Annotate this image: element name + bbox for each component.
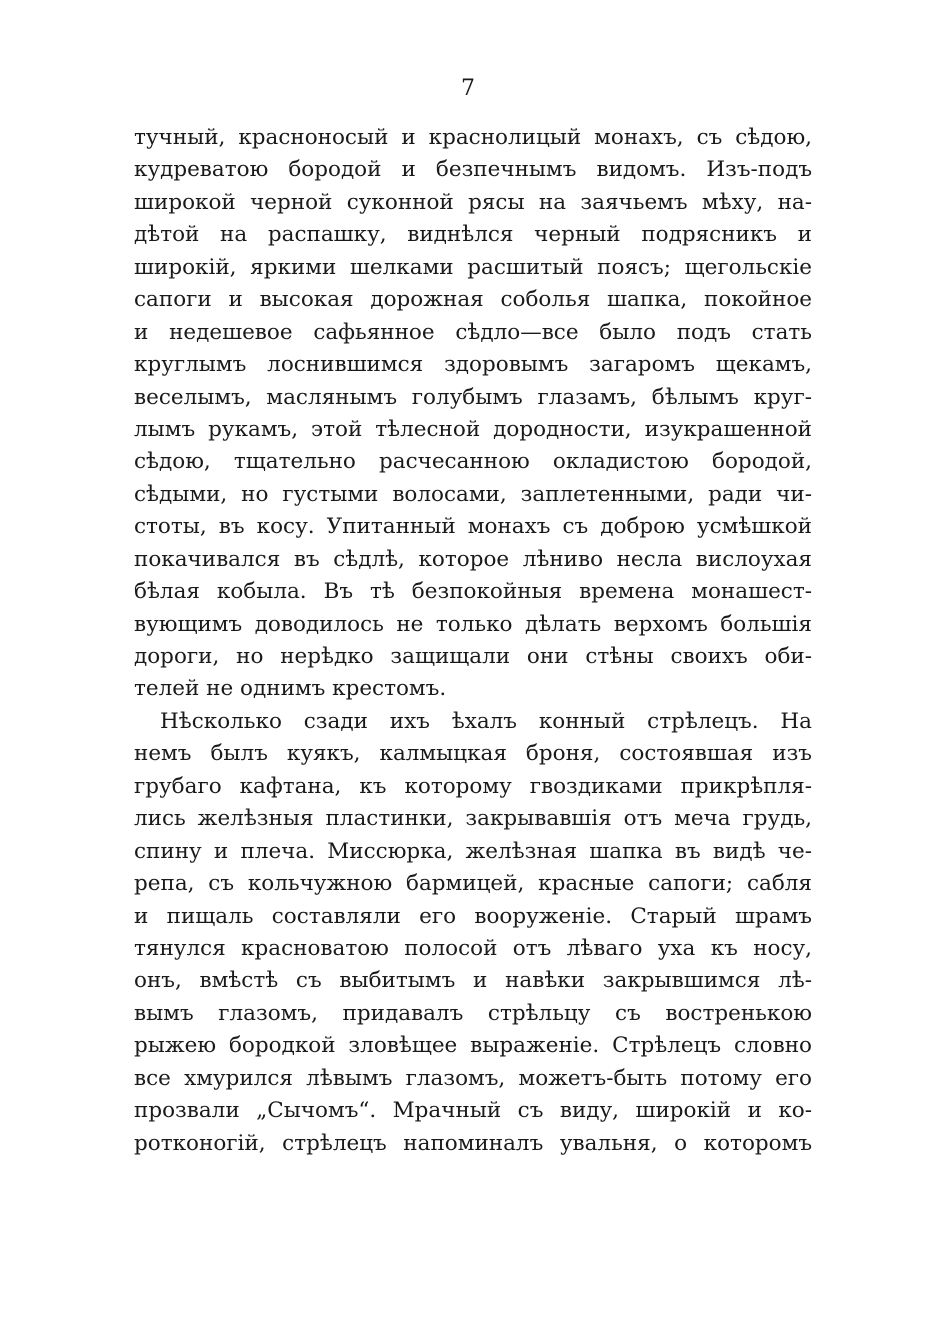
text-line: тучный, красноносый и краснолицый монахъ, съ сѣдою, xyxy=(134,125,812,150)
text-line: и пищаль составляли его вооруженіе. Старый шрамъ xyxy=(134,903,812,929)
text-line: телей не однимъ крестомъ. xyxy=(134,676,447,702)
text-line: немъ былъ куякъ, калмыцкая броня, состоявшая изъ xyxy=(134,741,812,767)
text-line: спину и плеча. Миссюрка, желѣзная шапка въ видѣ че- xyxy=(134,838,812,864)
text-line: вующимъ доводилось не только дѣлать верхомъ большія xyxy=(134,611,812,637)
text-line: покачивался въ сѣдлѣ, которое лѣниво несла вислоухая xyxy=(134,546,812,572)
paragraph-monk xyxy=(134,122,812,706)
text-line: и недешевое сафьянное сѣдло—все было подъ стать xyxy=(134,319,812,345)
text-line: бѣлая кобыла. Въ тѣ безпокойныя времена монашест- xyxy=(134,579,812,605)
text-line: рыжею бородкой зловѣщее выраженіе. Стрѣлецъ словно xyxy=(134,1033,812,1059)
text-line: прозвали „Сычомъ“. Мрачный съ виду, широкій и ко- xyxy=(134,1098,812,1124)
text-line: грубаго кафтана, къ которому гвоздиками прикрѣпля- xyxy=(134,773,812,799)
text-line: лись желѣзныя пластинки, закрывавшія отъ меча грудь, xyxy=(134,806,812,832)
text-line: веселымъ, маслянымъ голубымъ глазамъ, бѣлымъ круг- xyxy=(134,384,812,410)
text-line: широкой черной суконной рясы на заячьемъ мѣху, на- xyxy=(134,189,812,215)
body-text xyxy=(134,122,812,1160)
text-line: круглымъ лоснившимся здоровымъ загаромъ щекамъ, xyxy=(134,352,812,378)
page-number: 7 xyxy=(461,76,475,101)
text-line: тянулся красноватою полосой отъ лѣваго уха къ носу, xyxy=(134,935,812,961)
text-line: дѣтой на распашку, виднѣлся черный подрясникъ и xyxy=(134,222,812,248)
paragraph-streltsy xyxy=(134,706,812,1160)
text-line: кудреватою бородой и безпечнымъ видомъ. Изъ-подъ xyxy=(134,157,812,183)
text-line: дороги, но нерѣдко защищали они стѣны своихъ оби- xyxy=(134,644,812,669)
text-line: репа, съ кольчужною бармицей, красные сапоги; сабля xyxy=(134,871,812,897)
text-line: сапоги и высокая дорожная соболья шапка, покойное xyxy=(134,287,812,313)
text-line: вымъ глазомъ, придавалъ стрѣльцу съ востренькою xyxy=(134,1000,812,1026)
text-line: ротконогій, стрѣлецъ напоминалъ увальня, о которомъ xyxy=(134,1130,812,1156)
text-line: широкій, яркими шелками расшитый поясъ; щегольскіе xyxy=(134,254,812,280)
text-line: Нѣсколько сзади ихъ ѣхалъ конный стрѣлецъ. На xyxy=(160,708,812,734)
text-line: сѣдою, тщательно расчесанною окладистою бородой, xyxy=(134,449,812,475)
text-line: онъ, вмѣстѣ съ выбитымъ и навѣки закрывшимся лѣ- xyxy=(134,968,812,994)
text-line: стоты, въ косу. Упитанный монахъ съ доброю усмѣшкой xyxy=(134,514,812,540)
text-line: сѣдыми, но густыми волосами, заплетенными, ради чи- xyxy=(134,481,812,507)
text-line: все хмурился лѣвымъ глазомъ, можетъ-быть потому его xyxy=(134,1065,812,1091)
text-line: лымъ рукамъ, этой тѣлесной дородности, изукрашенной xyxy=(134,416,812,442)
